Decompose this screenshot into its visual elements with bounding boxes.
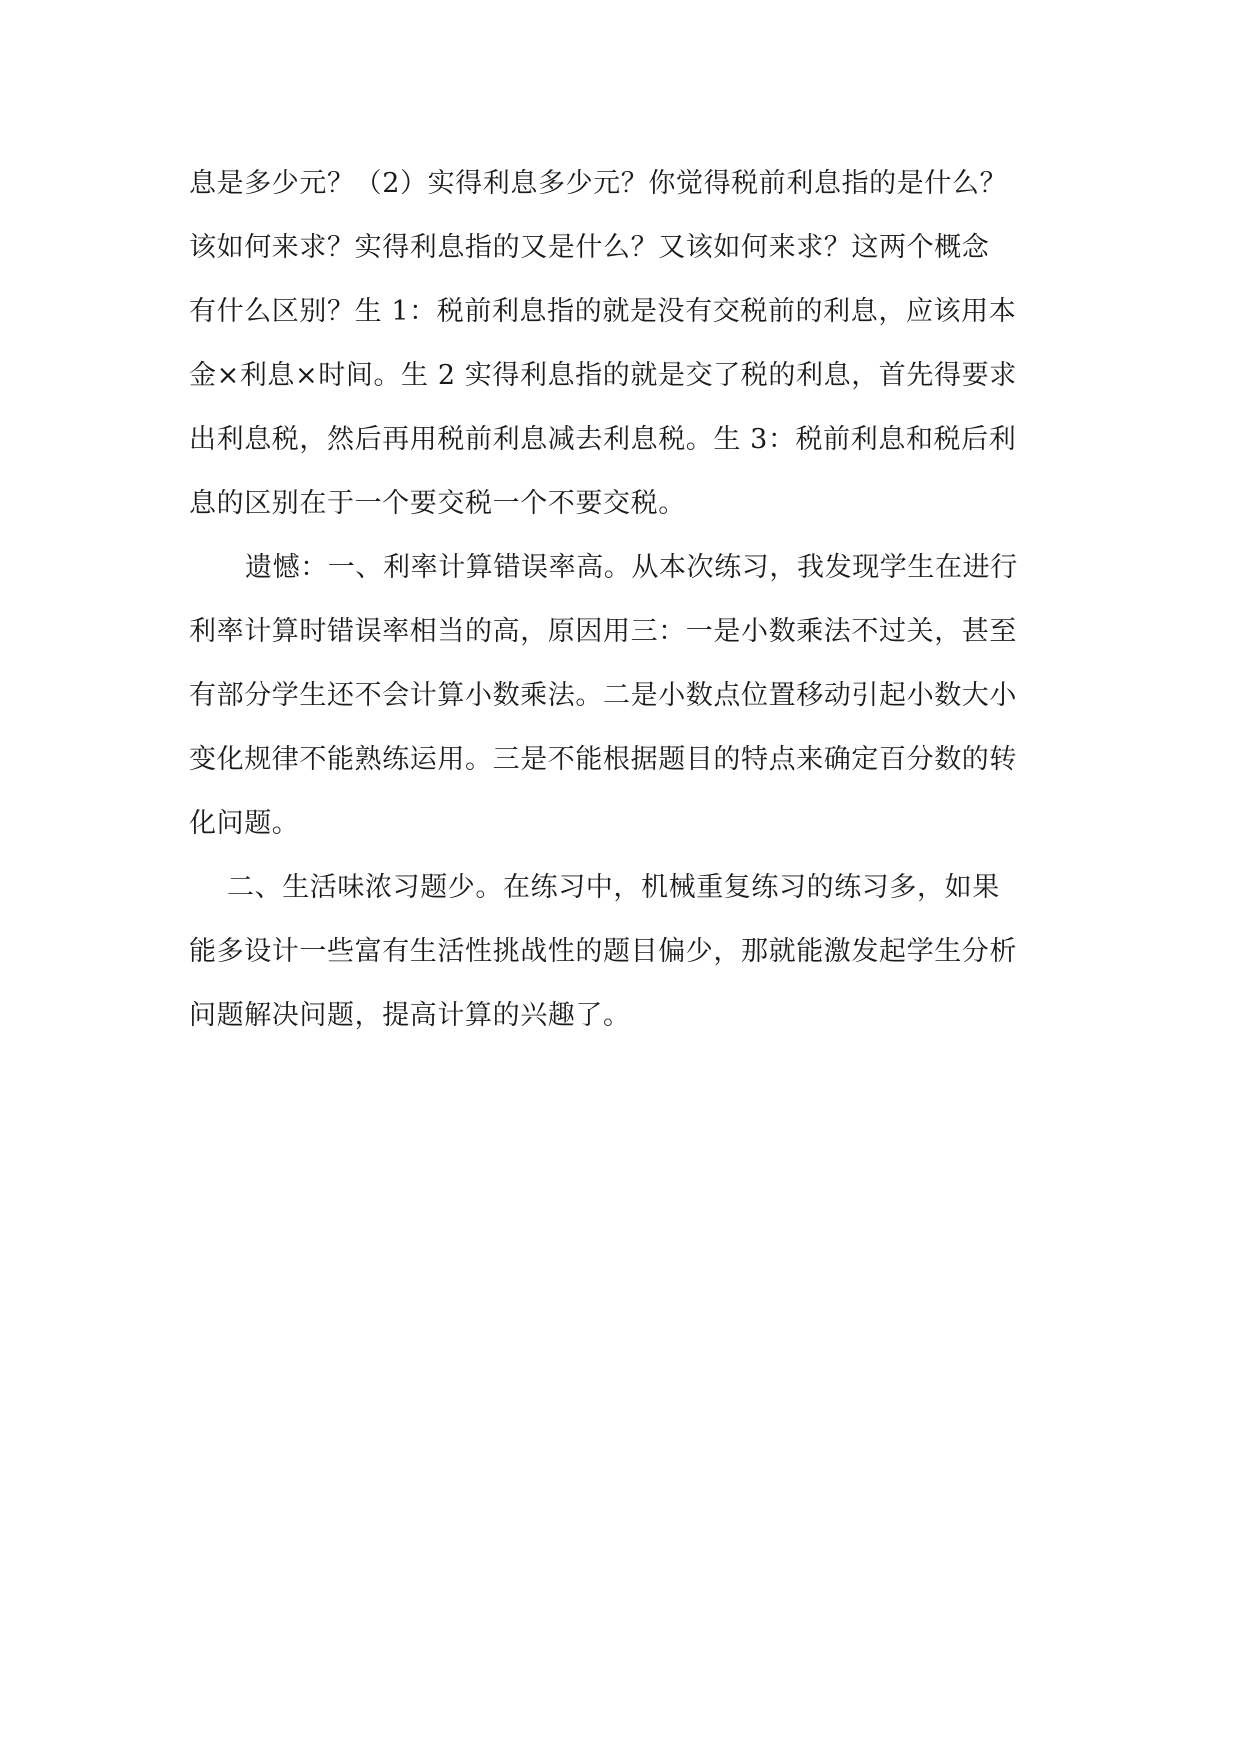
- paragraph-regret-error-rate: [189, 536, 1069, 856]
- text-line: 能多设计一些富有生活性挑战性的题目偏少，那就能激发起学生分析: [189, 936, 1017, 967]
- text-line: 遗憾：一、利率计算错误率高。从本次练习，我发现学生在进行: [245, 552, 1018, 583]
- text-line: 金×利息×时间。生 2 实得利息指的就是交了税的利息，首先得要求: [189, 360, 1017, 391]
- text-line: 变化规律不能熟练运用。三是不能根据题目的特点来确定百分数的转: [189, 744, 1017, 775]
- text-line: 问题解决问题，提高计算的兴趣了。: [189, 1000, 631, 1031]
- paragraph-life-problems: [189, 856, 1069, 1048]
- text-line: 利率计算时错误率相当的高，原因用三：一是小数乘法不过关，甚至: [189, 616, 1017, 647]
- document-body: [189, 152, 1069, 1048]
- text-line: 有部分学生还不会计算小数乘法。二是小数点位置移动引起小数大小: [189, 680, 1017, 711]
- text-line: 化问题。: [189, 808, 300, 839]
- text-line: 该如何来求？实得利息指的又是什么？又该如何来求？这两个概念: [189, 232, 990, 263]
- text-line: 出利息税，然后再用税前利息减去利息税。生 3：税前利息和税后利: [189, 424, 1017, 455]
- text-line: 息的区别在于一个要交税一个不要交税。: [189, 488, 686, 519]
- text-line: 息是多少元？（2）实得利息多少元？你觉得税前利息指的是什么？: [189, 168, 1008, 199]
- text-line: 有什么区别？生 1：税前利息指的就是没有交税前的利息，应该用本: [189, 296, 1017, 327]
- text-line: 二、生活味浓习题少。在练习中，机械重复练习的练习多，如果: [227, 872, 1000, 903]
- paragraph-interest-discussion: [189, 152, 1069, 536]
